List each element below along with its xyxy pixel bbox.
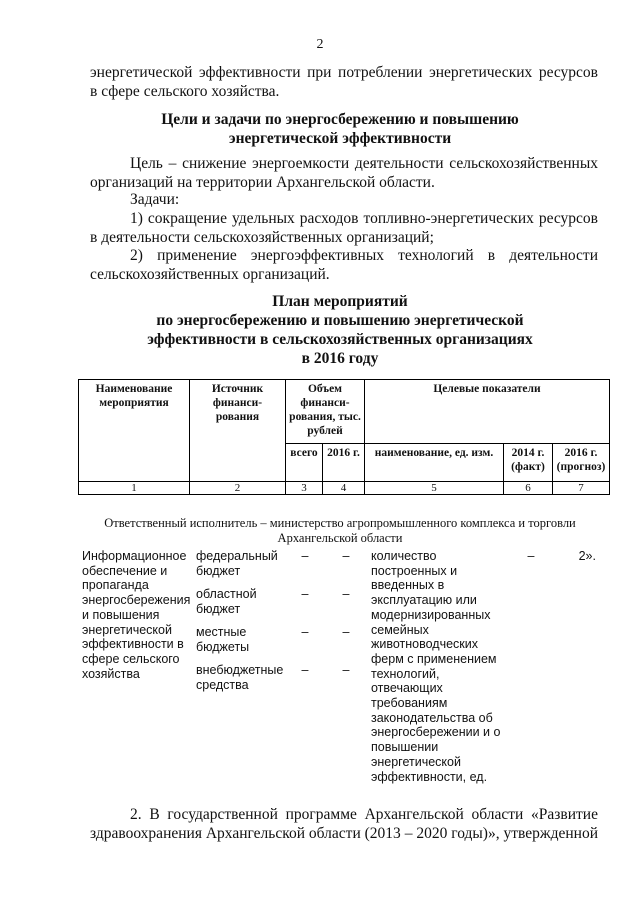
closing-line-2: здравоохранения Архангельской области (2013 – 2020 годы)», утвержденной <box>90 825 598 842</box>
header-2016: 2016 г. <box>323 444 365 482</box>
indicator-2014-fact: – <box>527 549 535 563</box>
task-1-paragraph <box>90 209 598 247</box>
page-number: 2 <box>316 37 324 52</box>
column-number: 4 <box>323 482 365 495</box>
source-extrabudgetary: внебюджетные средства <box>196 663 284 692</box>
column-number: 6 <box>504 482 553 495</box>
total-regional: – <box>301 587 309 601</box>
total-federal: – <box>301 549 309 563</box>
intro-line-1: энергетической эффективности при потреблении энергетических ресурсов <box>90 64 598 81</box>
plan-heading <box>80 292 600 368</box>
value-2016-federal: – <box>342 549 350 563</box>
header-2016-forecast: 2016 г. (прогноз) <box>553 444 610 482</box>
action-name: Информационное обеспечение и пропаганда энергосбережения и повышения энергетической эффективности в сфере сельского хозяйства <box>82 549 191 681</box>
tasks-label <box>90 190 598 209</box>
source-federal: федеральный бюджет <box>196 549 278 578</box>
plan-table <box>78 379 610 495</box>
task-2-paragraph <box>90 246 598 284</box>
plan-heading-line-4: в 2016 году <box>301 350 379 367</box>
responsible-executor: Ответственный исполнитель – министерство агропромышленного комплекса и торговли Архангельской области <box>104 516 576 545</box>
value-2016-extrabudgetary: – <box>342 663 350 677</box>
intro-paragraph <box>90 63 598 101</box>
goal-paragraph <box>90 154 598 192</box>
header-volume: Объем финанси-рования, тыс. рублей <box>286 380 365 444</box>
header-indicator-name: наименование, ед. изм. <box>365 444 504 482</box>
closing-line-1: 2. В государственной программе Архангельской области «Развитие <box>130 806 598 823</box>
header-targets: Целевые показатели <box>365 380 610 444</box>
plan-heading-line-1: План мероприятий <box>272 293 408 310</box>
indicator-name: количество построенных и введенных в эксплуатацию или модернизированных семейных животноводческих ферм с применением технологий, отвечающих требованиям законодательства об энергосбережении и о повышении энергетической эффективности, ед. <box>371 549 501 784</box>
header-2014-fact: 2014 г. (факт) <box>504 444 553 482</box>
column-number: 2 <box>190 482 286 495</box>
column-number: 5 <box>365 482 504 495</box>
header-source: Источник финанси-рования <box>190 380 286 482</box>
task-1-line-2: в деятельности сельскохозяйственных организаций; <box>90 229 434 246</box>
column-number: 7 <box>553 482 610 495</box>
goals-heading <box>80 110 600 148</box>
value-2016-regional: – <box>342 587 350 601</box>
goals-heading-line-1: Цели и задачи по энергосбережению и повышению <box>161 111 519 128</box>
total-local: – <box>301 625 309 639</box>
goal-line-1: Цель – снижение энергоемкости деятельности сельскохозяйственных <box>130 155 598 172</box>
indicator-2016-forecast: 2». <box>578 549 596 563</box>
goal-line-2: организаций на территории Архангельской области. <box>90 174 435 191</box>
source-regional: областной бюджет <box>196 587 257 616</box>
goals-heading-line-2: энергетической эффективности <box>228 130 452 147</box>
intro-line-2: в сфере сельского хозяйства. <box>90 83 280 100</box>
total-extrabudgetary: – <box>301 663 309 677</box>
plan-heading-line-2: по энергосбережению и повышению энергетической <box>156 312 524 329</box>
closing-paragraph <box>90 805 598 843</box>
task-2-line-1: 2) применение энергоэффективных технологий в деятельности <box>130 247 598 264</box>
task-2-line-2: сельскохозяйственных организаций. <box>90 266 330 283</box>
tasks-label-text: Задачи: <box>130 191 180 208</box>
column-number: 3 <box>286 482 323 495</box>
value-2016-local: – <box>342 625 350 639</box>
header-total: всего <box>286 444 323 482</box>
header-action: Наименование мероприятия <box>79 380 190 482</box>
source-local: местные бюджеты <box>196 625 250 654</box>
column-numbers-row <box>79 482 610 495</box>
plan-heading-line-3: эффективности в сельскохозяйственных организациях <box>147 331 533 348</box>
column-number: 1 <box>79 482 190 495</box>
task-1-line-1: 1) сокращение удельных расходов топливно-энергетических ресурсов <box>130 210 598 227</box>
